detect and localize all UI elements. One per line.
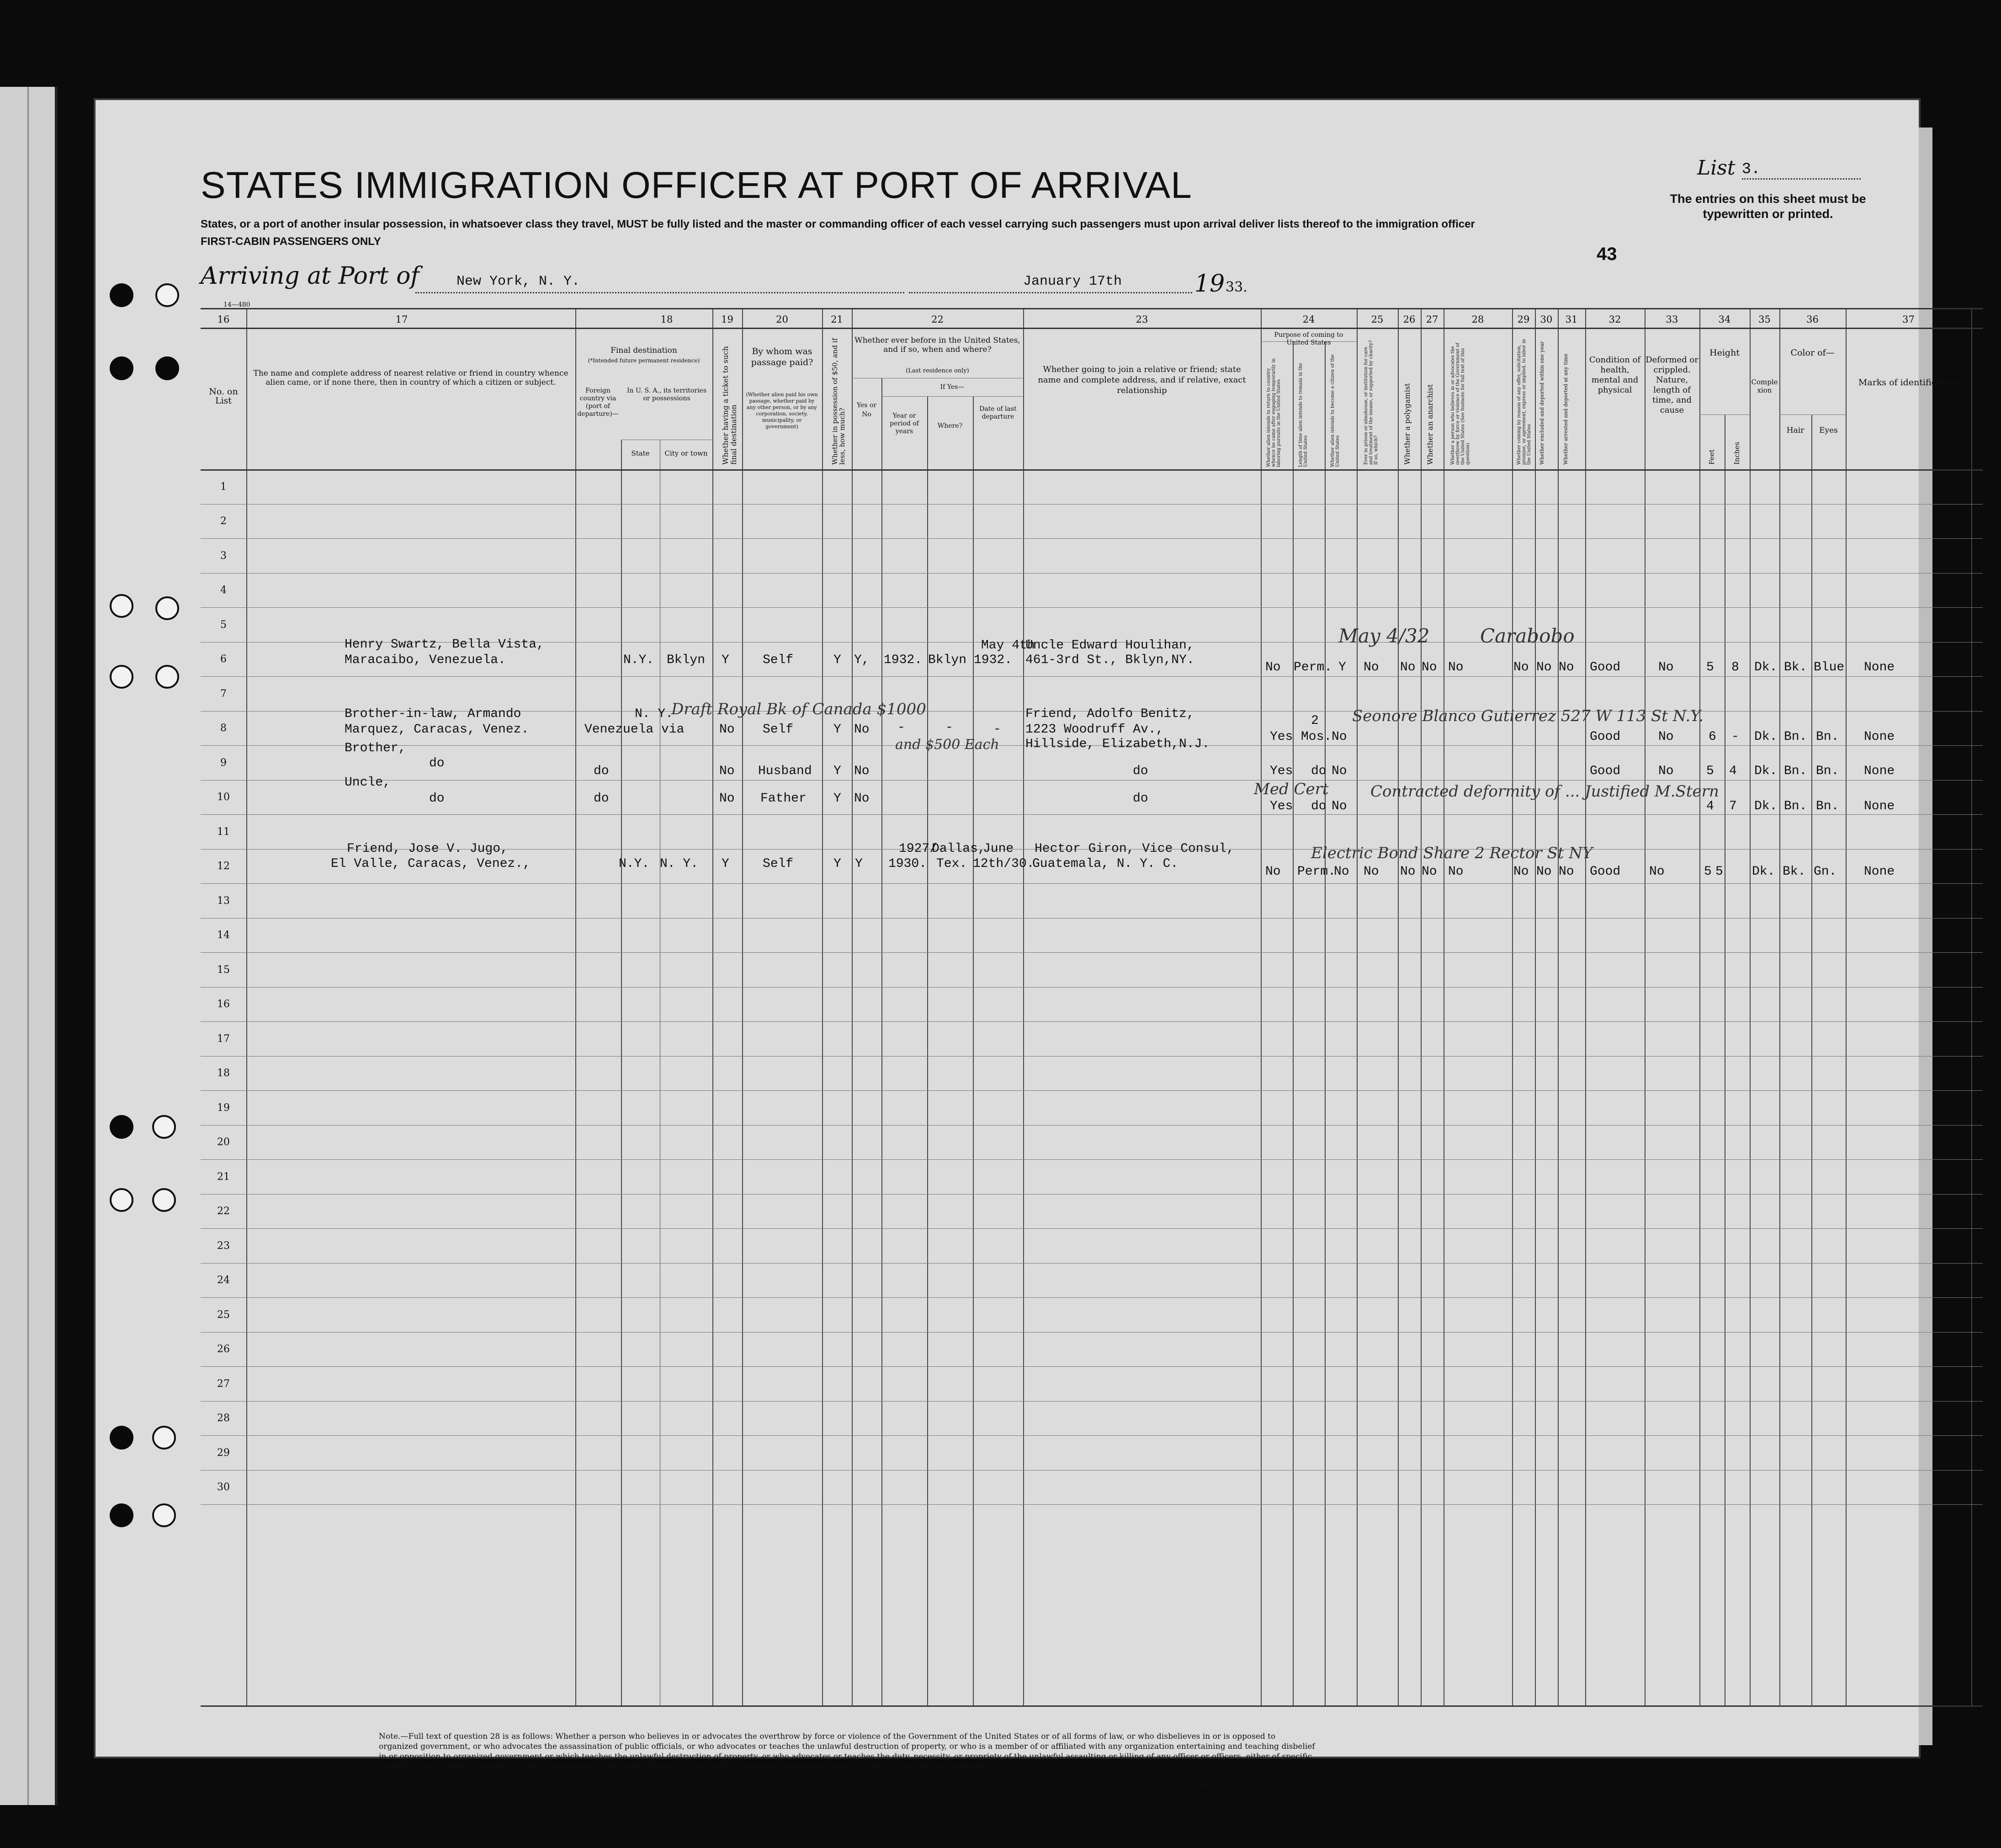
r2-before: Y,	[854, 653, 870, 667]
r4-marks: None	[1864, 730, 1895, 744]
r8-c24c: No	[1334, 865, 1349, 879]
punch-hole	[152, 1115, 176, 1139]
r4-c24b: Mos.	[1301, 730, 1332, 744]
col-number: 23	[1136, 314, 1148, 325]
punch-hole	[110, 356, 133, 380]
r2-complexion: Dk.	[1754, 660, 1778, 674]
arrival-year-prefix: 19	[1194, 270, 1225, 297]
punch-hole	[110, 1426, 133, 1450]
typewritten-note: The entries on this sheet must be typewritten or printed.	[1670, 192, 1866, 221]
col-number: 30	[1540, 314, 1553, 325]
punch-hole	[110, 665, 133, 689]
r2-feet: 5	[1706, 660, 1714, 674]
r2-city: Bklyn	[667, 653, 706, 667]
header-color-of: Color of—	[1790, 348, 1835, 358]
r8-year-l1: 1927/	[899, 842, 938, 856]
r4-dash: -	[897, 721, 905, 735]
r8-c27: No	[1422, 865, 1437, 879]
r8-money: Y	[833, 857, 841, 871]
header-purpose-a: Whether alien intends to return to country whence he came after engaging temporarily in laboring pursuits in the United States	[1266, 358, 1281, 467]
header-no-on-list: No. on List	[209, 387, 238, 406]
row-number: 5	[220, 619, 227, 631]
r2-c25: No	[1364, 660, 1379, 674]
r6-ticket: No	[719, 791, 735, 806]
r5-paid: Husband	[758, 764, 812, 778]
r8-paid: Self	[763, 857, 794, 871]
punch-hole	[152, 1426, 176, 1450]
r4-feet: 6	[1709, 730, 1716, 744]
r2-c24b: Perm.	[1294, 660, 1332, 674]
header-purpose-b: Length of time alien intends to remain in the United States	[1298, 363, 1308, 467]
handwriting-8: Electric Bond Share 2 Rector St NY	[1311, 844, 1593, 862]
row-rule	[201, 883, 1983, 884]
header-ticket: Whether having a ticket to such final destination	[721, 346, 738, 465]
r2-year: 1932.	[884, 653, 923, 667]
row-rule	[201, 676, 1983, 677]
header-height: Height	[1709, 348, 1740, 358]
r4-dash: -	[945, 721, 953, 735]
header-purpose: Purpose of coming to United States	[1274, 331, 1343, 346]
row-rule	[201, 1159, 1983, 1160]
row-rule	[201, 1194, 1983, 1195]
r5-money: Y	[833, 764, 841, 778]
row-rule	[201, 1435, 1983, 1436]
r5-ticket: No	[719, 764, 735, 778]
punch-hole	[152, 1188, 176, 1212]
row-number: 10	[217, 791, 230, 803]
row-rule	[201, 538, 1983, 539]
handwriting-3: Draft Royal Bk of Canada $1000	[671, 700, 926, 718]
r5-c24b: do	[1311, 764, 1327, 778]
header-instructions: States, or a port of another insular possession, in whatsoever class they travel, MUST be fully listed and the master or commanding officer of each vessel carrying such passengers must upon arrival deliver lists thereof to the immigration officer	[201, 218, 1475, 230]
r5-eyes: Bn.	[1816, 764, 1839, 778]
r8-c29: No	[1513, 865, 1529, 879]
r4-complexion: Dk.	[1754, 730, 1778, 744]
r5-c23: do	[1133, 764, 1148, 778]
row-number: 15	[217, 964, 230, 976]
header-deformed: Deformed or crippled. Nature, length of time, and cause	[1645, 355, 1698, 415]
r8-city: N. Y.	[660, 857, 699, 871]
form-code: 14—480	[223, 301, 250, 308]
r5-hair: Bn.	[1784, 764, 1807, 778]
header-foreign-country: Foreign country via (port of departure)—	[577, 387, 619, 418]
header-where: Where?	[937, 422, 963, 430]
row-number: 1	[220, 481, 227, 493]
r5-inches: 4	[1729, 764, 1737, 778]
page-title: STATES IMMIGRATION OFFICER AT PORT OF ARRIVAL	[201, 165, 1192, 206]
header-eyes: Eyes	[1819, 426, 1838, 435]
r8-where-l2: Tex.	[936, 857, 967, 871]
r5-complexion: Dk.	[1754, 764, 1778, 778]
r4-inches: -	[1731, 730, 1739, 744]
row-rule	[201, 918, 1983, 919]
header-complexion: Complexion	[1751, 378, 1778, 394]
handwriting-7: Contracted deformity of ... Justified M.Stern	[1370, 782, 1719, 801]
handwriting-5: Seonore Blanco Gutierrez 527 W 113 St N.Y.	[1352, 707, 1704, 725]
r2-c23-l2: 461-3rd St., Bklyn,NY.	[1025, 653, 1194, 667]
header-feet: Feet	[1708, 449, 1716, 465]
r4-foreign: Venezuela via	[584, 722, 685, 737]
r8-c25: No	[1364, 865, 1379, 879]
r8-dep-l1: June	[983, 842, 1014, 856]
r2-state: N.Y.	[623, 653, 654, 667]
col-number: 16	[217, 314, 230, 325]
row-number: 12	[217, 860, 230, 872]
row-number: 11	[217, 826, 230, 838]
row-number: 8	[220, 722, 227, 734]
r2-c31: No	[1559, 660, 1574, 674]
col-number: 34	[1718, 314, 1731, 325]
row-number: 3	[220, 550, 227, 562]
arrival-port: New York, N. Y.	[456, 274, 580, 289]
r8-inches: 5	[1715, 865, 1723, 879]
r2-health: Good	[1590, 660, 1621, 674]
footer-form-code: 14—480	[1188, 1782, 1215, 1789]
col-number: 28	[1471, 314, 1484, 325]
punch-hole	[110, 594, 133, 618]
r4-money: Y	[833, 722, 841, 737]
r4-c24a: Yes	[1270, 730, 1293, 744]
header-if-yes: If Yes—	[940, 383, 965, 391]
header-labor-offer: Whether coming by reason of any offer, solicitation, promise, or agreement, express or implied, to labor in the United States	[1517, 339, 1532, 465]
r4-dash: -	[993, 722, 1001, 737]
row-number: 29	[217, 1447, 230, 1459]
r2-c23-l1: Uncle Edward Houlihan,	[1025, 638, 1194, 653]
row-number: 30	[217, 1482, 230, 1493]
punch-hole	[110, 283, 133, 307]
row-number: 9	[220, 757, 227, 769]
row-number: 24	[217, 1274, 230, 1286]
r4-health: Good	[1590, 730, 1621, 744]
r8-c24a: No	[1265, 865, 1281, 879]
row-rule	[201, 1090, 1983, 1091]
r2-c30: No	[1536, 660, 1552, 674]
header-year: Year or period of years	[890, 412, 919, 435]
r8-c28: No	[1448, 865, 1464, 879]
r4-before: No	[854, 722, 870, 737]
row-number: 19	[217, 1102, 230, 1114]
punch-hole	[155, 356, 179, 380]
manifest-sheet	[94, 98, 1959, 1789]
row-rule	[201, 573, 1983, 574]
handwriting-4: and $500 Each	[895, 737, 999, 753]
r6-foreign: do	[594, 791, 609, 806]
header-nearest-relative: The name and complete address of nearest relative or friend in country whence alien came, or if none there, then in country of which a citizen or subject.	[253, 369, 568, 387]
row-rule	[201, 1056, 1983, 1057]
r8-deformed: No	[1649, 865, 1665, 879]
r4-c24c: No	[1332, 730, 1347, 744]
r2-c17-l2: Maracaibo, Venezuela.	[345, 653, 506, 667]
row-rule	[201, 952, 1983, 953]
col-number: 37	[1902, 314, 1915, 325]
row-rule	[201, 1332, 1983, 1333]
r2-c27: No	[1422, 660, 1437, 674]
r4-eyes: Bn.	[1816, 730, 1839, 744]
r8-c23-l2: Guatemala, N. Y. C.	[1032, 857, 1178, 871]
row-rule	[201, 1470, 1983, 1471]
r2-ticket: Y	[722, 653, 729, 667]
col-number: 19	[721, 314, 733, 325]
header-purpose-c: Whether alien intends to become a citizen of the United States	[1330, 354, 1340, 467]
r5-c17-l2: do	[429, 756, 445, 770]
header-fifty-dollars: Whether in possession of $50, and if less, how much?	[831, 338, 846, 465]
header-state: State	[631, 449, 650, 457]
r2-hair: Bk.	[1784, 660, 1807, 674]
row-rule	[201, 1504, 1983, 1505]
arrival-date: January 17th	[1023, 274, 1122, 289]
r8-eyes: Gn.	[1814, 865, 1837, 879]
row-number: 28	[217, 1413, 230, 1424]
r8-health: Good	[1590, 865, 1621, 879]
row-rule	[201, 987, 1983, 988]
col-number: 24	[1302, 314, 1315, 325]
r8-c23-l1: Hector Giron, Vice Consul,	[1035, 842, 1234, 856]
col-number: 27	[1426, 314, 1438, 325]
col-number: 36	[1806, 314, 1819, 325]
row-rule	[201, 1228, 1983, 1229]
r5-marks: None	[1864, 764, 1895, 778]
r6-paid: Father	[760, 791, 807, 806]
r4-c17-l2: Marquez, Caracas, Venez.	[345, 722, 529, 737]
header-passage-paid-sub: (Whether alien paid his own passage, whether paid by any other person, or by any corporation, society, municipality, or government)	[746, 392, 818, 430]
passenger-class-label: FIRST-CABIN PASSENGERS ONLY	[201, 235, 381, 248]
arriving-label: Arriving at Port of	[201, 262, 419, 290]
adjacent-page-edge	[0, 87, 58, 1805]
r4-c23-l3: Hillside, Elizabeth,N.J.	[1025, 737, 1210, 751]
r8-year-l2: 1930.	[888, 857, 927, 871]
header-arrested: Whether arrested and deported at any time	[1563, 353, 1569, 465]
row-rule	[201, 1401, 1983, 1402]
header-passage-paid: By whom was passage paid?	[751, 346, 813, 367]
r6-hair: Bn.	[1784, 799, 1807, 813]
r8-state: N.Y.	[619, 857, 650, 871]
col-number: 26	[1403, 314, 1416, 325]
r2-c17-l1: Henry Swartz, Bella Vista,	[345, 637, 544, 652]
r8-c17-l2: El Valle, Caracas, Venez.,	[331, 857, 531, 871]
r8-hair: Bk.	[1783, 865, 1806, 879]
r2-c24c: Y	[1338, 660, 1346, 674]
punch-hole	[155, 596, 179, 620]
r6-eyes: Bn.	[1816, 799, 1839, 813]
punch-hole	[152, 1503, 176, 1527]
r2-c29: No	[1513, 660, 1529, 674]
sheet-number: 43	[1597, 244, 1617, 264]
row-rule	[201, 814, 1983, 815]
row-rule	[201, 1021, 1983, 1022]
header-anarchist: Whether an anarchist	[1426, 384, 1434, 465]
r4-paid: Self	[763, 722, 794, 737]
r2-dep-l2: 1932.	[974, 653, 1013, 667]
row-number: 20	[217, 1136, 230, 1148]
header-final-destination: Final destination	[610, 346, 677, 355]
r8-c30: No	[1536, 865, 1552, 879]
col-number: 17	[395, 314, 408, 325]
col-number: 31	[1565, 314, 1578, 325]
row-number: 16	[217, 998, 230, 1010]
r2-marks: None	[1864, 660, 1895, 674]
r6-c17-l2: do	[429, 791, 445, 806]
r4-state: N. Y.	[635, 707, 674, 721]
row-rule	[201, 1297, 1983, 1298]
punch-hole	[155, 283, 179, 307]
row-rule	[201, 1366, 1983, 1367]
list-number	[1697, 155, 1861, 180]
row-number: 14	[217, 929, 230, 941]
r6-complexion: Dk.	[1754, 799, 1778, 813]
footnote: Note.—Full text of question 28 is as follows: Whether a person who believes in or advocates the overthrow by force or violence of the Government of the United States or of all forms of law, or who disbelieves in or is opposed to organized government, or who advocates the assassination of public officials, or who advocates or teaches the unlawful destruction of property, or who is a member of or affiliated with any organization entertaining and teaching disbelief in or opposition to organized government or which teaches the unlawful destruction of property, or who advocates or teaches the duty, necessity, or propriety of the unlawful assaulting or killing of any officer or officers, either of specific individuals or of officers generally, of the Government of the United States or of any other organized government because of his or their official character.	[379, 1732, 1315, 1771]
r5-deformed: No	[1658, 764, 1674, 778]
row-number: 2	[220, 515, 227, 527]
r2-deformed: No	[1658, 660, 1674, 674]
r2-where: Bklyn	[928, 653, 967, 667]
col-number: 21	[831, 314, 843, 325]
row-number: 4	[220, 584, 227, 596]
col-number: 22	[931, 314, 944, 325]
col-number: 32	[1608, 314, 1621, 325]
manifest-table	[201, 308, 1983, 1707]
punch-hole	[155, 665, 179, 689]
r8-c24b: Perm.	[1297, 865, 1336, 879]
header-ever-before: Whether ever before in the United States, and if so, when and where?	[855, 336, 1020, 354]
r8-marks: None	[1864, 865, 1895, 879]
r4-c17-l1: Brother-in-law, Armando	[345, 707, 521, 721]
r8-where-l1: Dallas,	[932, 842, 986, 856]
col-number: 35	[1758, 314, 1771, 325]
r2-eyes: Blue	[1814, 660, 1845, 674]
header-city: City or town	[664, 449, 708, 457]
arrival-year-suffix: 33.	[1226, 279, 1247, 295]
row-number: 18	[217, 1067, 230, 1079]
punch-hole	[110, 1188, 133, 1212]
r2-paid: Self	[763, 653, 794, 667]
r5-c24c: No	[1332, 764, 1347, 778]
r8-c17-l1: Friend, Jose V. Jugo,	[347, 842, 508, 856]
handwriting-1: May 4/32	[1338, 625, 1430, 647]
header-hair: Hair	[1786, 426, 1805, 435]
r4-c23-l2: 1223 Woodruff Av.,	[1025, 722, 1164, 737]
row-number: 27	[217, 1378, 230, 1390]
r6-inches: 7	[1729, 799, 1737, 813]
r8-ticket: Y	[722, 857, 729, 871]
r6-c24c: No	[1332, 799, 1347, 813]
r2-inches: 8	[1731, 660, 1739, 674]
r8-c26: No	[1400, 865, 1416, 879]
list-label: List	[1697, 156, 1736, 180]
r8-c31: No	[1559, 865, 1574, 879]
r6-before: No	[854, 791, 870, 806]
row-number: 17	[217, 1033, 230, 1045]
row-number: 6	[220, 653, 227, 665]
r6-c23: do	[1133, 791, 1148, 806]
row-number: 21	[217, 1171, 230, 1183]
r4-hair: Bn.	[1784, 730, 1807, 744]
list-number-value: 3.	[1741, 161, 1761, 178]
row-rule	[201, 780, 1983, 781]
r6-money: Y	[833, 791, 841, 806]
row-number: 7	[220, 688, 227, 700]
row-number: 22	[217, 1205, 230, 1217]
header-prison: Ever in prison or almshouse, or institution for care and treatment of the insane, or supported by charity? If so, which?	[1364, 340, 1379, 465]
punch-hole	[110, 1503, 133, 1527]
header-marks: Marks of identification	[1858, 377, 1959, 388]
r2-c28: No	[1448, 660, 1464, 674]
r5-health: Good	[1590, 764, 1621, 778]
header-overthrow: Whether a person who believes in or advocates the overthrow by force or violence of the Government of the United States (See footnote for full text of this question)	[1450, 343, 1470, 465]
row-number: 23	[217, 1240, 230, 1252]
punch-hole	[110, 1115, 133, 1139]
r4-ticket: No	[719, 722, 735, 737]
col-number: 29	[1517, 314, 1530, 325]
col-number: 18	[660, 314, 673, 325]
row-rule	[201, 1125, 1983, 1126]
r4-c23-l1: Friend, Adolfo Benitz,	[1025, 707, 1194, 721]
row-number: 25	[217, 1309, 230, 1321]
r8-before: Y	[855, 857, 863, 871]
col-number: 33	[1666, 314, 1678, 325]
r6-feet: 4	[1706, 799, 1714, 813]
header-in-usa: In U. S. A., its territories or possessions	[626, 387, 707, 402]
r8-complexion: Dk.	[1752, 865, 1775, 879]
row-rule	[201, 1263, 1983, 1264]
r5-feet: 5	[1706, 764, 1714, 778]
handwriting-2: Carabobo	[1480, 625, 1575, 647]
header-inches: Inches	[1733, 441, 1741, 465]
row-rule	[201, 607, 1983, 608]
r6-c24a: Yes	[1270, 799, 1293, 813]
header-join-relative: Whether going to join a relative or friend; state name and complete address, and if relative, exact relationship	[1038, 365, 1246, 395]
r5-c17-l1: Brother,	[345, 741, 406, 755]
r5-c24a: Yes	[1270, 764, 1293, 778]
header-health: Condition of health, mental and physical	[1589, 355, 1641, 395]
col-number: 20	[776, 314, 788, 325]
r2-c26: No	[1400, 660, 1416, 674]
r4-deformed: No	[1658, 730, 1674, 744]
r8-feet: 5	[1704, 865, 1712, 879]
row-number: 26	[217, 1344, 230, 1355]
header-final-destination-sub: (*Intended future permanent residence)	[588, 357, 700, 364]
r2-dep-l1: May 4th	[981, 638, 1035, 653]
r6-c17-l1: Uncle,	[345, 775, 391, 790]
r6-c24b: do	[1311, 799, 1327, 813]
r2-c24a: No	[1265, 660, 1281, 674]
header-last-departure: Date of last departure	[979, 405, 1017, 420]
header-yes-no: Yes or No	[856, 402, 877, 418]
header-polygamist: Whether a polygamist	[1403, 383, 1412, 465]
row-number: 13	[217, 895, 230, 907]
r8-dep-l2: 12th/30.	[973, 857, 1035, 871]
r5-before: No	[854, 764, 870, 778]
r6-marks: None	[1864, 799, 1895, 813]
header-excluded: Whether excluded and deported within one year	[1539, 341, 1545, 465]
r2-money: Y	[833, 653, 841, 667]
header-ever-before-sub: (Last residence only)	[906, 367, 969, 374]
r4-c24b-top: 2	[1311, 714, 1319, 728]
r5-foreign: do	[594, 764, 609, 778]
col-number: 25	[1371, 314, 1384, 325]
handwriting-6: Med Cert	[1254, 780, 1329, 798]
